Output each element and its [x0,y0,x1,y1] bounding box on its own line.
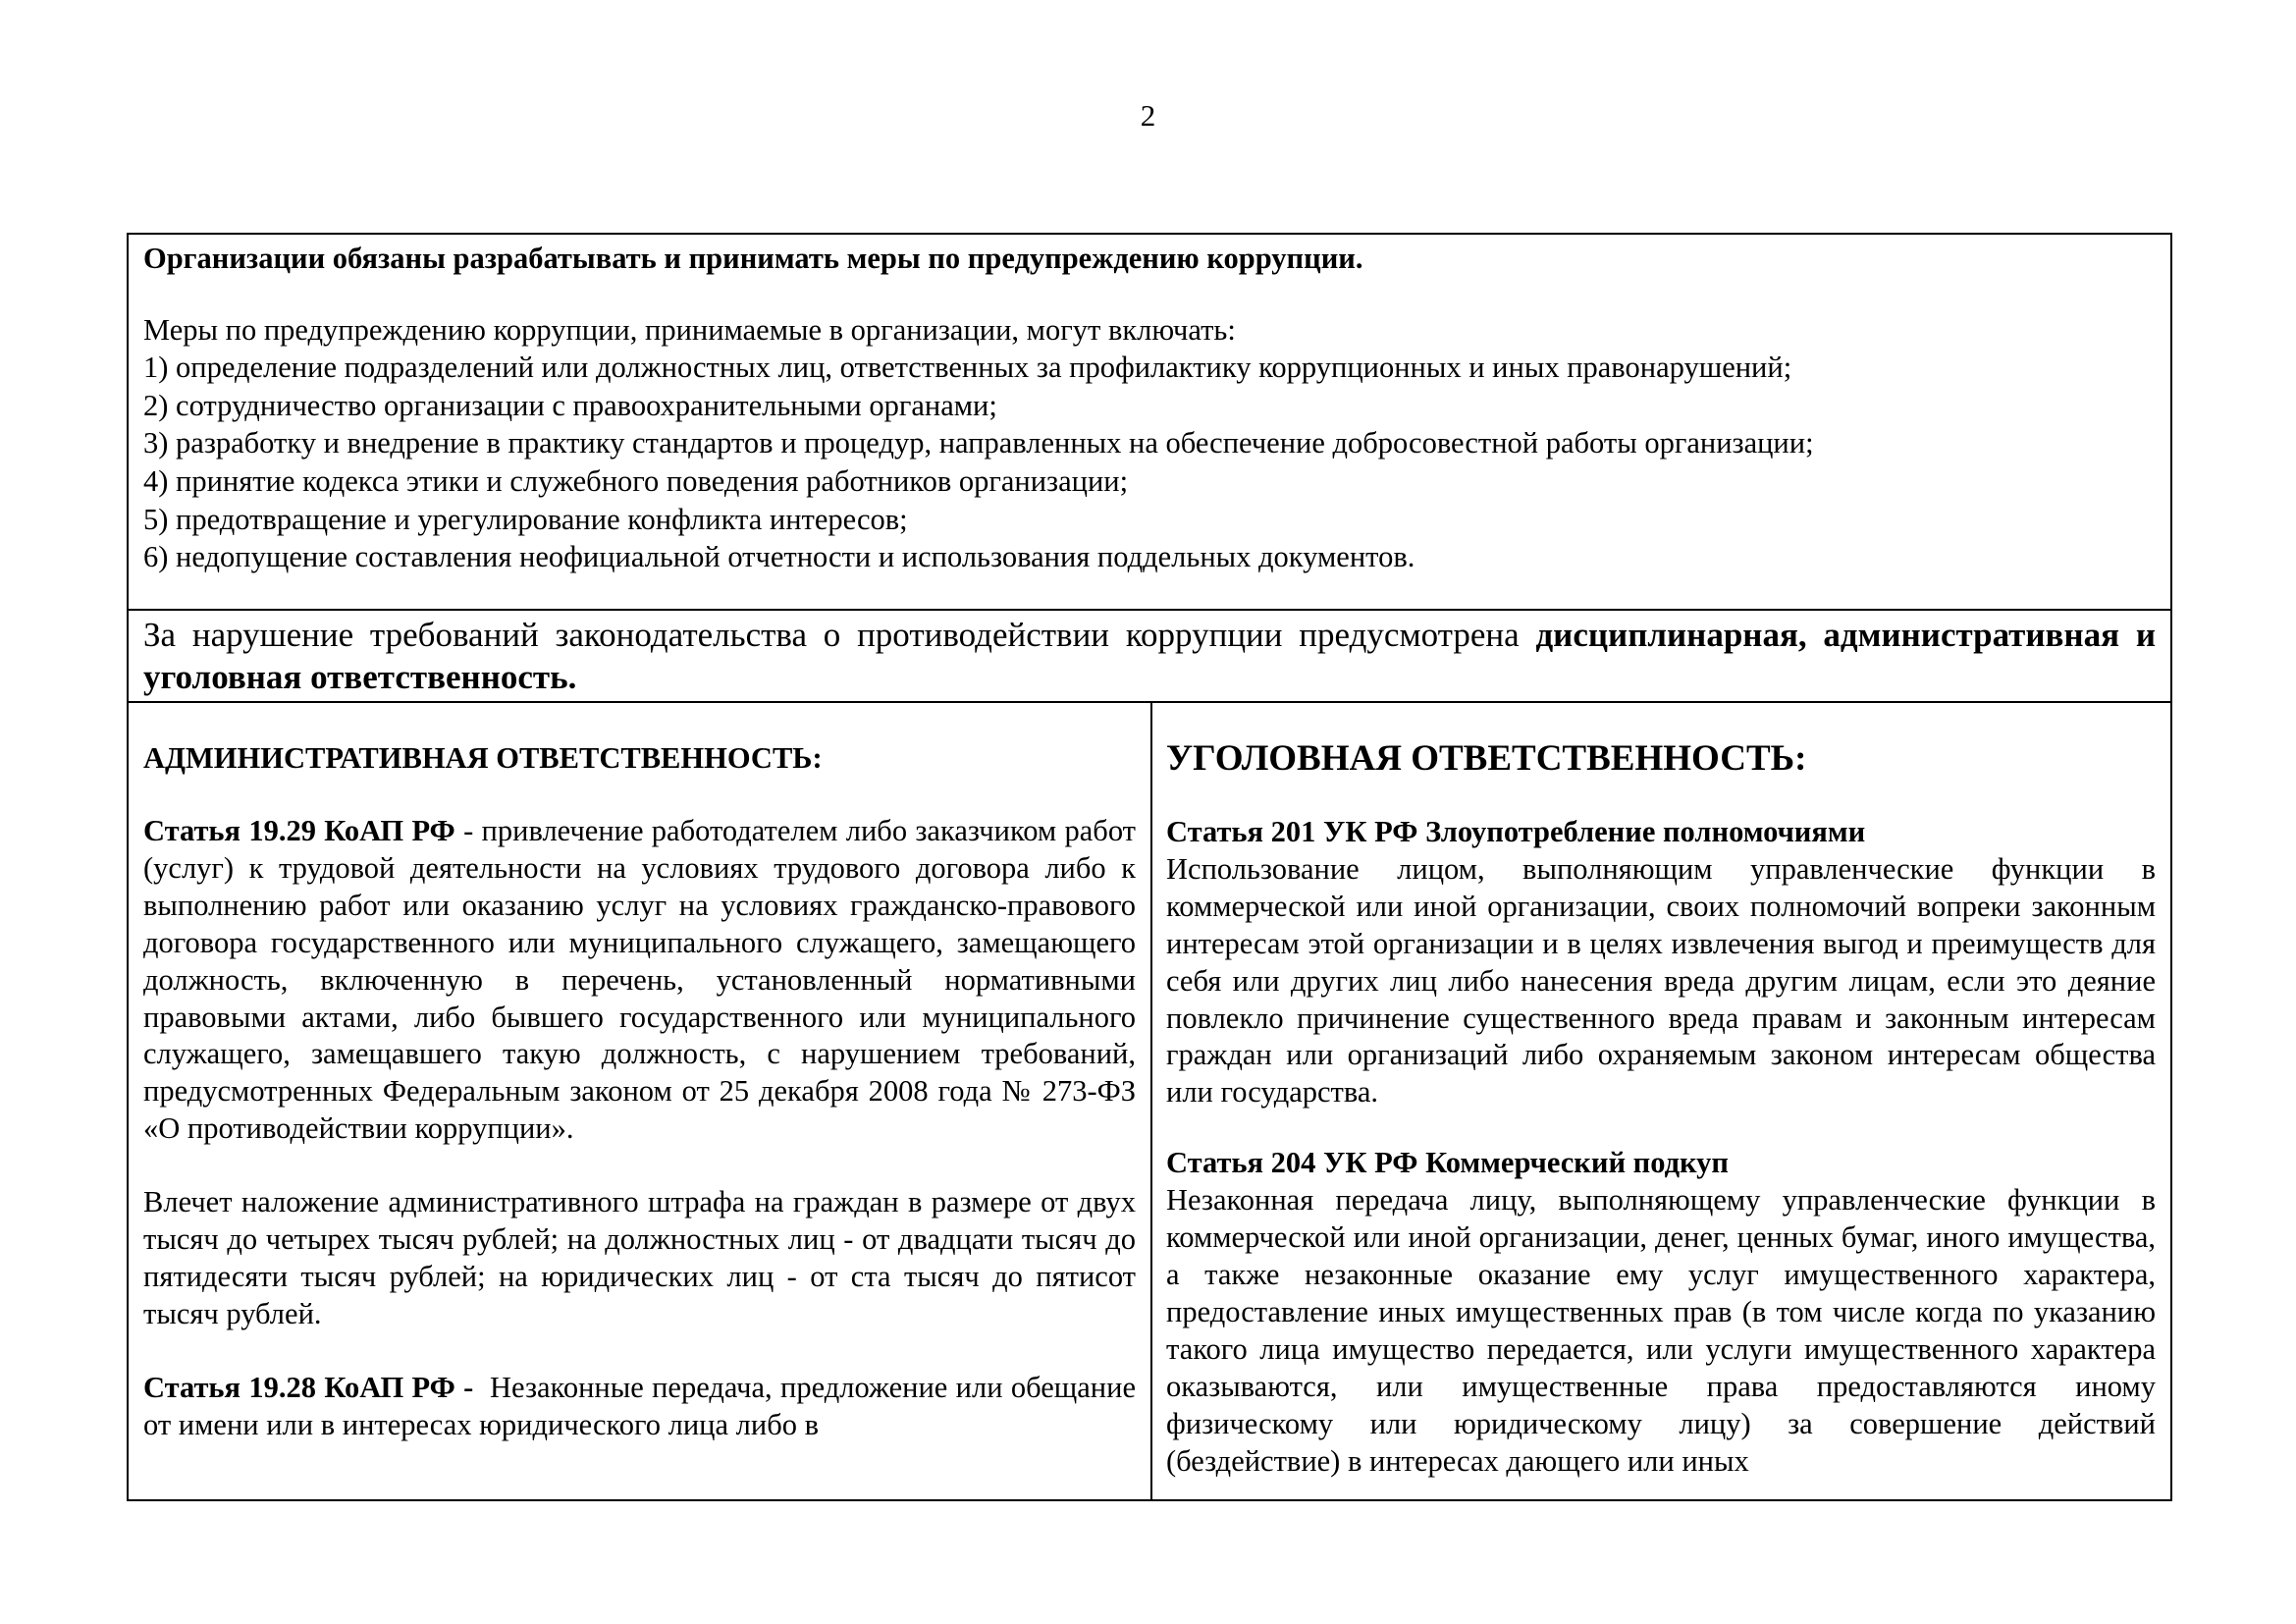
liability-types: дисциплинарная, административная и уголовная ответственность. [143,616,2156,696]
article-19-28-title: Статья 19.28 КоАП РФ - [143,1370,474,1404]
article-19-28 [143,1370,1136,1444]
article-201-title: Статья 201 УК РФ Злоупотребление полномочиями [1166,815,1866,848]
article-19-29 [143,813,1136,1148]
intro-cell [129,235,2170,611]
intro-lead: Меры по предупреждению коррупции, принимаемые в организации, могут включать: [143,312,1236,347]
measure-item-3: 3) разработку и внедрение в практику стандартов и процедур, направленных на обеспечение добросовестной работы организации; [143,426,1814,460]
page-number: 2 [1140,98,1156,133]
liability-text: За нарушение требований законодательства о противодействии коррупции предусмотрена [143,616,1520,654]
criminal-heading: УГОЛОВНАЯ ОТВЕТСТВЕННОСТЬ: [1166,738,1807,779]
article-204-text: Незаконная передача лицу, выполняющему управленческие функции в коммерческой или иной организации, денег, ценных бумаг, иного имущества, а также незаконные оказание ему услуг имущественного характера, предоставление иных имущественных прав (в том числе когда по указанию такого лица имущество передается, или услуги имущественного характера оказываются, или имущественные права предоставляются иному физическому или юридическому лицу) за совершение действий (бездействие) в интересах дающего или иных [1166,1183,2156,1478]
measure-item-5: 5) предотвращение и урегулирование конфликта интересов; [143,502,908,536]
measure-item-4: 4) принятие кодекса этики и служебного поведения работников организации; [143,463,1129,498]
article-19-29-title: Статья 19.29 КоАП РФ [143,814,455,847]
article-19-28-text: Незаконные передача, предложение или обещание от имени или в интересах юридического лица либо в [143,1370,1136,1441]
intro-heading: Организации обязаны разрабатывать и принимать меры по предупреждению коррупции. [143,242,1363,275]
liability-statement [143,614,2156,698]
liability-cell [129,611,2170,703]
article-201-text: Использование лицом, выполняющим управленческие функции в коммерческой или иной организации, своих полномочий вопреки законным интересам этой организации и в целях извлечения выгод и преимуществ для себя или других лиц либо нанесения вреда другим лицам, если это деяние повлекло причинение существенного вреда правам и законным интересам граждан или организаций либо охраняемым законом интересам общества или государства. [1166,851,2156,1110]
administrative-cell [129,703,1152,1499]
criminal-cell [1152,703,2170,1499]
article-204-title: Статья 204 УК РФ Коммерческий подкуп [1166,1146,1729,1180]
measure-item-1: 1) определение подразделений или должностных лиц, ответственных за профилактику коррупционных и иных правонарушений; [143,351,1792,385]
measure-item-2: 2) сотрудничество организации с правоохранительными органами; [143,388,997,422]
measure-item-6: 6) недопущение составления неофициальной отчетности и использования поддельных документов. [143,540,1415,574]
article-19-29-text: - привлечение работодателем либо заказчиком работ (услуг) к трудовой деятельности на условиях трудового договора либо к выполнению работ или оказанию услуг на условиях гражданско-правового договора государственного или муниципального служащего, замещающего должность, включенную в перечень, установленный нормативными правовыми актами, либо бывшего государственного или муниципального служащего, замещавшего такую должность, с нарушением требований, предусмотренных Федеральным законом от 25 декабря 2008 года № 273-ФЗ «О противодействии коррупции». [143,814,1136,1146]
administrative-heading: АДМИНИСТРАТИВНАЯ ОТВЕТСТВЕННОСТЬ: [143,741,823,775]
content-table [127,233,2172,1501]
administrative-penalty: Влечет наложение административного штрафа на граждан в размере от двух тысяч до четырех тысяч рублей; на должностных лиц - от двадцати тысяч до пятидесяти тысяч рублей; на юридических лиц - от ста тысяч до пятисот тысяч рублей. [143,1185,1136,1330]
